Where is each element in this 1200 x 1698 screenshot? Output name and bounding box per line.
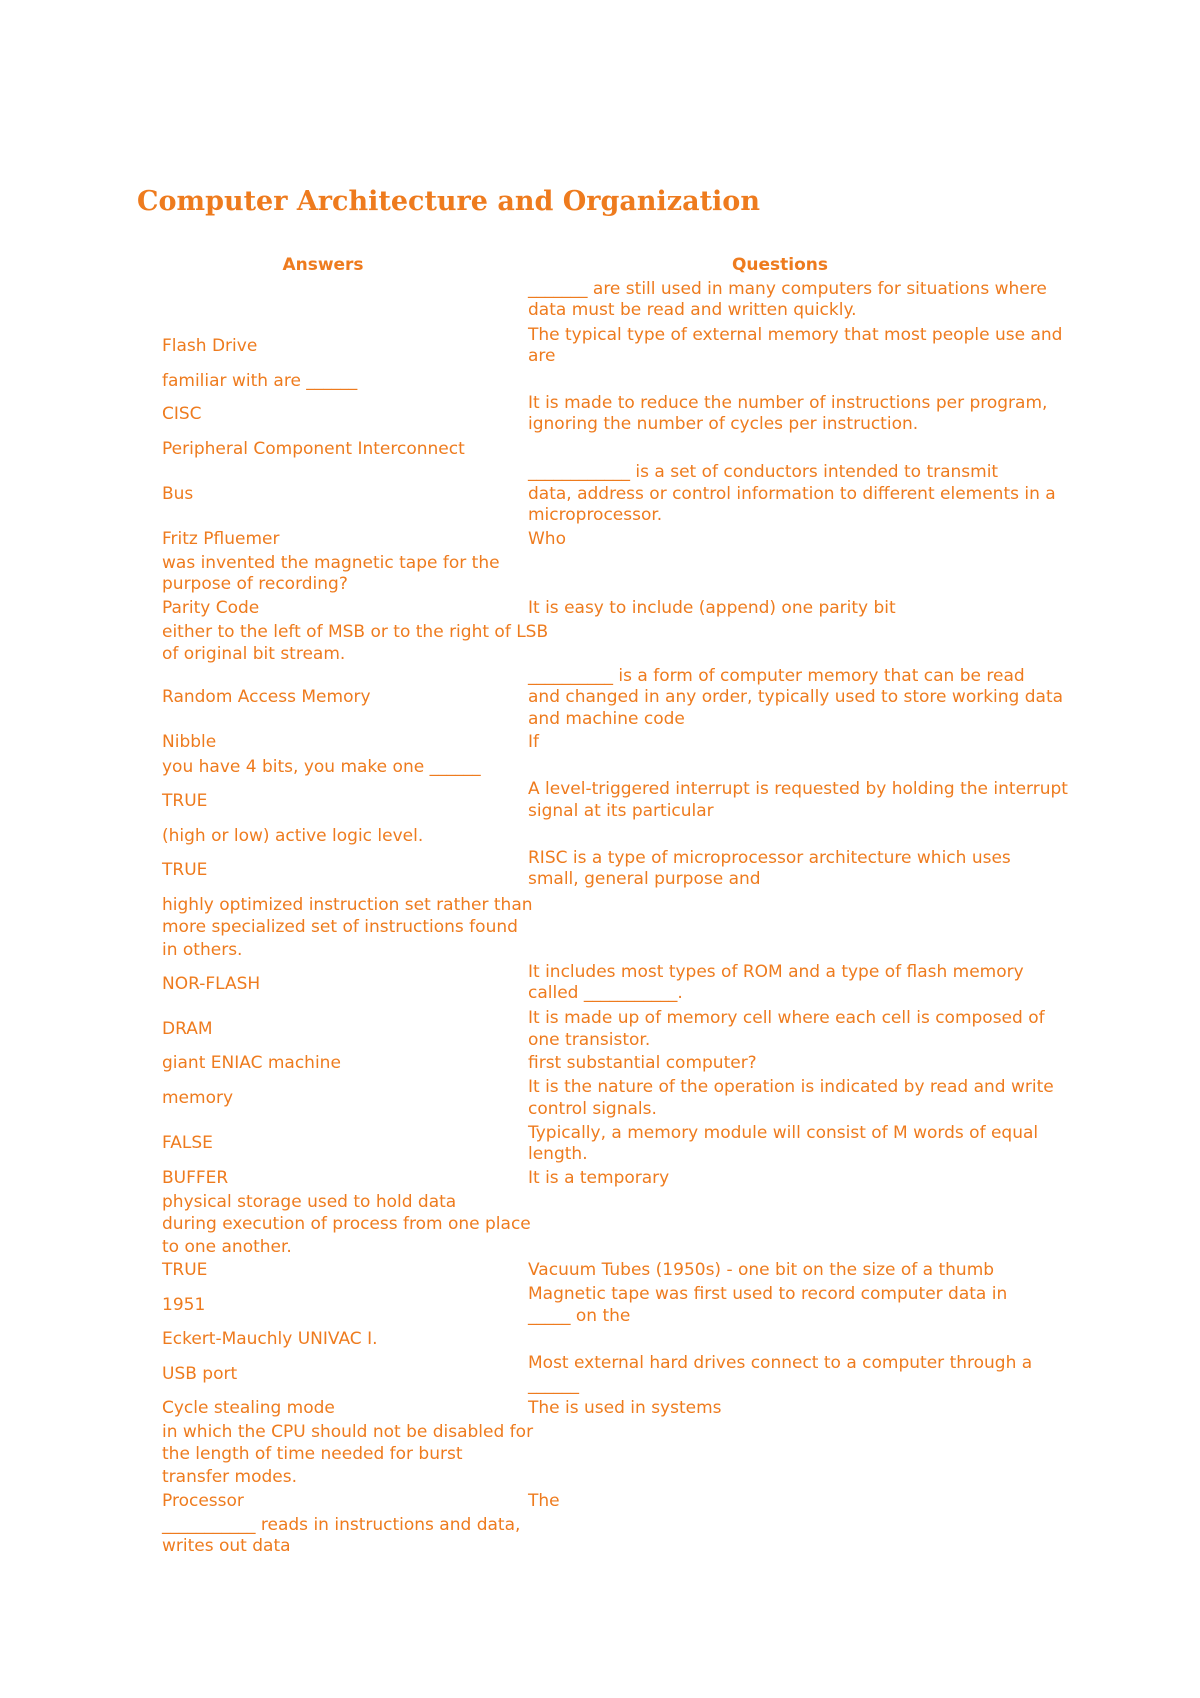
question-line: It is made up of memory cell where each cell is composed of (528, 1008, 1045, 1028)
question-line: A level-triggered interrupt is requested by holding the interrupt (528, 779, 1068, 799)
page-title: Computer Architecture and Organization (137, 186, 760, 217)
answer-line: TRUE (162, 860, 208, 880)
question-line: _____ on the (528, 1306, 631, 1326)
question-line: It is easy to include (append) one parity bit (528, 598, 896, 618)
question-line: The (528, 1491, 560, 1511)
answer-line: Random Access Memory (162, 687, 371, 707)
answer-line: ___________ reads in instructions and data, (162, 1515, 521, 1535)
answer-line: of original bit stream. (162, 644, 346, 664)
answer-line: in others. (162, 940, 243, 960)
question-line: It is a temporary (528, 1168, 670, 1188)
answer-line: familiar with are ______ (162, 371, 358, 391)
question-line: data must be read and written quickly. (528, 300, 857, 320)
answer-line: memory (162, 1088, 234, 1108)
question-line: ____________ is a set of conductors intended to transmit (528, 462, 999, 482)
answer-line: CISC (162, 404, 202, 424)
question-line: _______ are still used in many computers for situations where (528, 279, 1047, 299)
answer-line: Processor (162, 1491, 244, 1511)
answer-line: TRUE (162, 791, 208, 811)
answer-line: either to the left of MSB or to the right of LSB (162, 622, 549, 642)
question-line: The typical type of external memory that most people use and (528, 325, 1063, 345)
question-line: one transistor. (528, 1030, 651, 1050)
answer-line: BUFFER (162, 1168, 229, 1188)
question-line: and machine code (528, 709, 685, 729)
question-line: It is made to reduce the number of instructions per program, (528, 393, 1048, 413)
answer-line: (high or low) active logic level. (162, 826, 424, 846)
answer-line: to one another. (162, 1237, 292, 1257)
question-line: are (528, 346, 556, 366)
question-line: first substantial computer? (528, 1053, 757, 1073)
question-line: signal at its particular (528, 801, 714, 821)
question-line: RISC is a type of microprocessor architecture which uses (528, 848, 1011, 868)
question-line: called ___________. (528, 983, 683, 1003)
answer-line: 1951 (162, 1295, 206, 1315)
answer-line: Flash Drive (162, 336, 258, 356)
question-line: microprocessor. (528, 505, 663, 525)
question-line: ______ (528, 1375, 579, 1395)
question-line: ignoring the number of cycles per instruction. (528, 414, 919, 434)
questions-header: Questions (731, 255, 829, 275)
answer-line: Eckert-Mauchly UNIVAC I. (162, 1329, 378, 1349)
answer-line: NOR-FLASH (162, 974, 261, 994)
question-line: and changed in any order, typically used to store working data (528, 687, 1064, 707)
question-line: control signals. (528, 1099, 657, 1119)
answer-line: USB port (162, 1364, 238, 1384)
question-line: data, address or control information to different elements in a (528, 484, 1056, 504)
answer-line: Nibble (162, 732, 217, 752)
answer-line: the length of time needed for burst (162, 1444, 463, 1464)
answer-line: TRUE (162, 1260, 208, 1280)
question-line: Most external hard drives connect to a computer through a (528, 1353, 1033, 1373)
answer-line: during execution of process from one place (162, 1214, 531, 1234)
question-line: Magnetic tape was first used to record computer data in (528, 1284, 1008, 1304)
answer-line: was invented the magnetic tape for the (162, 553, 500, 573)
answer-line: Parity Code (162, 598, 260, 618)
question-line: It includes most types of ROM and a type of flash memory (528, 962, 1024, 982)
question-line: length. (528, 1144, 588, 1164)
answer-line: writes out data (162, 1536, 291, 1556)
question-line: Vacuum Tubes (1950s) - one bit on the size of a thumb (528, 1260, 995, 1280)
answer-line: FALSE (162, 1133, 213, 1153)
question-line: If (528, 732, 539, 752)
question-line: Typically, a memory module will consist of M words of equal (528, 1123, 1039, 1143)
answer-line: Cycle stealing mode (162, 1398, 335, 1418)
answer-line: Fritz Pfluemer (162, 529, 280, 549)
answer-line: in which the CPU should not be disabled for (162, 1422, 534, 1442)
answer-line: more specialized set of instructions found (162, 917, 518, 937)
answer-line: physical storage used to hold data (162, 1192, 457, 1212)
answer-line: DRAM (162, 1019, 213, 1039)
answer-line: Peripheral Component Interconnect (162, 439, 465, 459)
answer-line: giant ENIAC machine (162, 1053, 341, 1073)
answer-line: transfer modes. (162, 1467, 298, 1487)
answer-line: purpose of recording? (162, 574, 348, 594)
question-line: Who (528, 529, 566, 549)
answer-line: you have 4 bits, you make one ______ (162, 757, 481, 777)
question-line: The is used in systems (528, 1398, 722, 1418)
question-line: small, general purpose and (528, 869, 761, 889)
question-line: It is the nature of the operation is indicated by read and write (528, 1077, 1054, 1097)
question-line: __________ is a form of computer memory that can be read (528, 666, 1025, 686)
answer-line: highly optimized instruction set rather than (162, 895, 533, 915)
answers-header: Answers (282, 255, 364, 275)
answer-line: Bus (162, 484, 194, 504)
